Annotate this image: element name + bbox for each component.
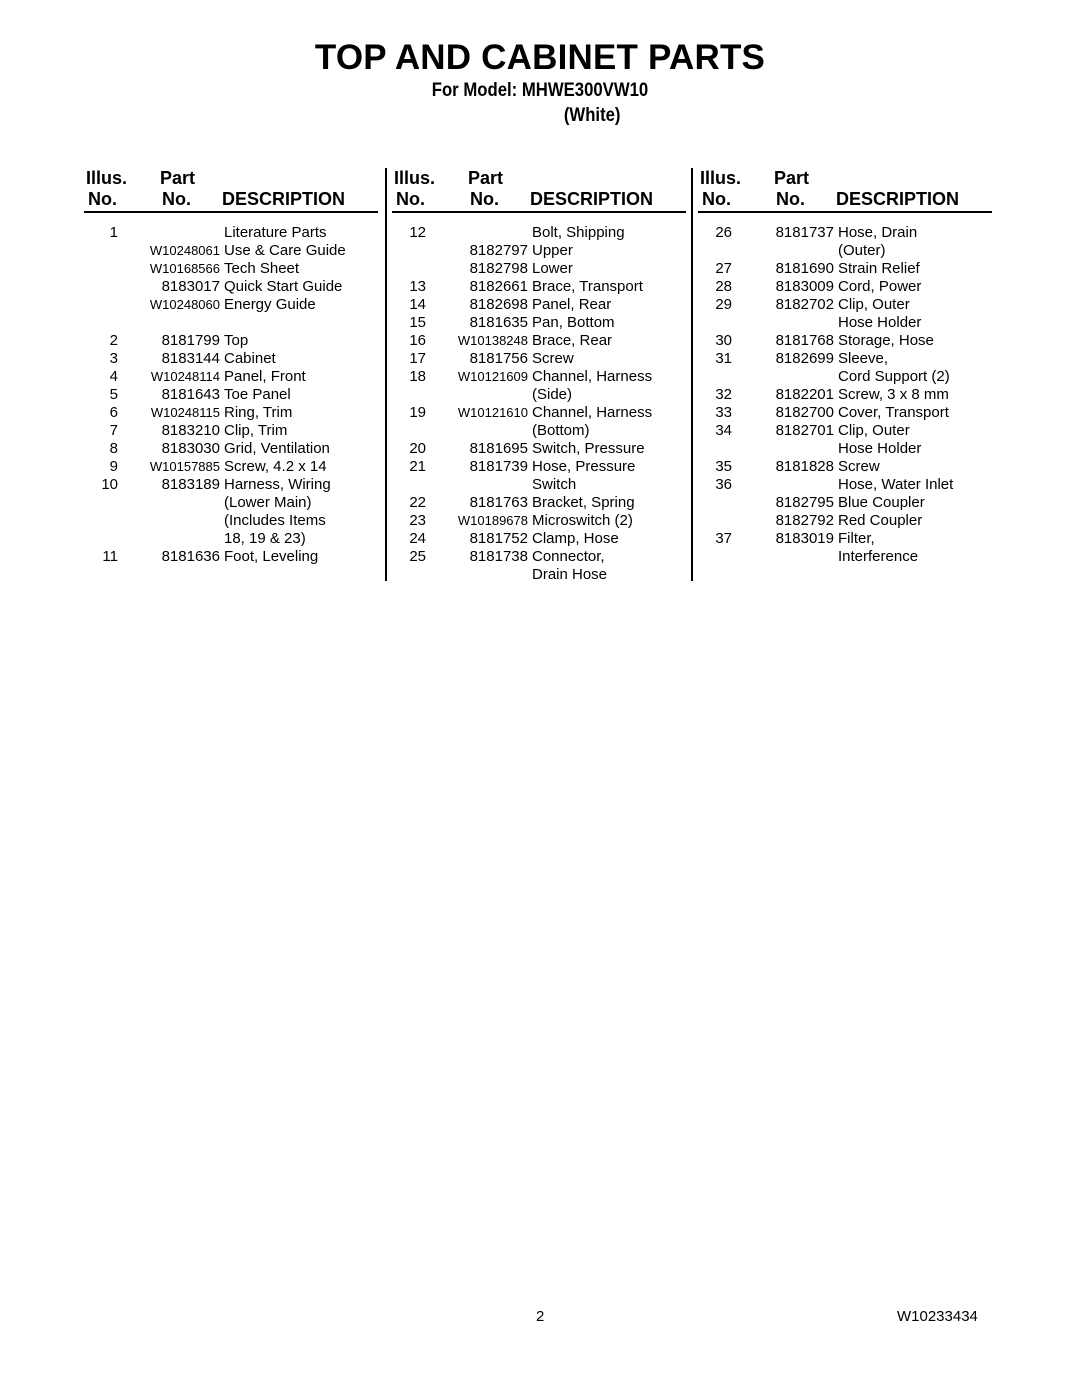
parts-row: [700, 494, 1000, 512]
part-number: 8182698: [469, 296, 528, 313]
part-description: Grid, Ventilation: [224, 440, 330, 457]
part-number: 8182701: [775, 422, 834, 439]
parts-row: [86, 512, 386, 530]
illus-number: 34: [715, 422, 732, 439]
part-number: 8183030: [161, 440, 220, 457]
illus-number: 12: [409, 224, 426, 241]
illus-number: 14: [409, 296, 426, 313]
page-title: TOP AND CABINET PARTS: [314, 38, 766, 77]
part-number: 8183189: [161, 476, 220, 493]
part-number: 8183019: [775, 530, 834, 547]
part-number: 8182702: [775, 296, 834, 313]
part-description: Quick Start Guide: [224, 278, 343, 295]
parts-row: [394, 386, 694, 404]
part-number: 8183144: [161, 350, 220, 367]
parts-row: [86, 458, 386, 476]
part-number: W10121610: [457, 405, 528, 420]
part-number: 8182699: [775, 350, 834, 367]
part-description: Foot, Leveling: [224, 548, 319, 565]
parts-row: [700, 386, 1000, 404]
part-number: 8181690: [775, 260, 834, 277]
parts-row: [394, 242, 694, 260]
header-illus: Illus.: [700, 168, 742, 188]
column-header: [700, 168, 1000, 212]
part-description: Interference: [838, 548, 919, 565]
part-number: 8181636: [161, 548, 220, 565]
parts-row: [394, 512, 694, 530]
parts-row: [700, 476, 1000, 494]
part-number: W10168566: [149, 261, 220, 276]
parts-row: [394, 350, 694, 368]
illus-number: 15: [409, 314, 426, 331]
parts-row: [86, 494, 386, 512]
part-description: Cover, Transport: [838, 404, 949, 421]
part-description: Screw, 3 x 8 mm: [838, 386, 949, 403]
header-part: Part: [468, 168, 504, 188]
illus-number: 5: [109, 386, 118, 403]
part-number: 8183017: [161, 278, 220, 295]
part-description: Red Coupler: [838, 512, 923, 529]
part-description: Clip, Outer: [838, 422, 910, 439]
illus-number: 22: [409, 494, 426, 511]
parts-row: [394, 530, 694, 548]
part-number: 8181752: [469, 530, 528, 547]
part-description: Hose, Water Inlet: [838, 476, 954, 493]
parts-row: [394, 368, 694, 386]
part-description: Pan, Bottom: [532, 314, 615, 331]
parts-row: [86, 350, 386, 368]
part-description: (Side): [532, 386, 573, 403]
parts-row: [700, 260, 1000, 278]
header-illus-no: No.: [702, 189, 731, 209]
column-header: [86, 168, 386, 212]
column-header: [394, 168, 694, 212]
part-description: Hose, Drain: [838, 224, 918, 241]
part-description: (Includes Items: [224, 512, 326, 529]
parts-row: [700, 224, 1000, 242]
parts-row: [700, 404, 1000, 422]
parts-row: [394, 296, 694, 314]
part-description: Switch, Pressure: [532, 440, 645, 457]
part-number: 8181763: [469, 494, 528, 511]
color-line: (White): [563, 105, 621, 126]
parts-row: [394, 332, 694, 350]
part-number: 8182792: [775, 512, 834, 529]
illus-number: 10: [101, 476, 118, 493]
illus-number: 18: [409, 368, 426, 385]
row-spacer: [86, 314, 386, 332]
parts-column-1: [86, 168, 386, 565]
part-description: Use & Care Guide: [224, 242, 346, 259]
part-description: Hose Holder: [838, 440, 922, 457]
illus-number: 36: [715, 476, 732, 493]
parts-row: [700, 242, 1000, 260]
parts-column-2: [394, 168, 694, 583]
illus-number: 2: [109, 332, 118, 349]
part-description: Clip, Trim: [224, 422, 288, 439]
parts-row: [86, 548, 386, 566]
part-description: Ring, Trim: [224, 404, 293, 421]
part-description: Hose Holder: [838, 314, 922, 331]
part-number: 8182661: [469, 278, 528, 295]
parts-row: [394, 422, 694, 440]
part-number: 8181695: [469, 440, 528, 457]
part-description: Clip, Outer: [838, 296, 910, 313]
part-description: Top: [224, 332, 249, 349]
illus-number: 21: [409, 458, 426, 475]
header-part-no: No.: [776, 189, 805, 209]
parts-row: [86, 530, 386, 548]
parts-row: [394, 260, 694, 278]
parts-row: [394, 494, 694, 512]
part-description: Connector,: [532, 548, 605, 565]
part-number: W10189678: [457, 513, 528, 528]
parts-row: [86, 278, 386, 296]
part-number: 8181828: [775, 458, 834, 475]
illus-number: 33: [715, 404, 732, 421]
parts-row: [700, 332, 1000, 350]
part-number: 8181799: [161, 332, 220, 349]
parts-row: [700, 350, 1000, 368]
header-part-no: No.: [162, 189, 191, 209]
illus-number: 16: [409, 332, 426, 349]
parts-row: [86, 368, 386, 386]
header-illus: Illus.: [394, 168, 436, 188]
parts-row: [86, 242, 386, 260]
illus-number: 28: [715, 278, 732, 295]
part-number: W10248061: [149, 243, 220, 258]
header-rule: [84, 211, 378, 213]
parts-row: [700, 422, 1000, 440]
header-illus: Illus.: [86, 168, 128, 188]
parts-row: [394, 440, 694, 458]
illus-number: 1: [109, 224, 118, 241]
part-description: Brace, Rear: [532, 332, 613, 349]
parts-row: [394, 224, 694, 242]
illus-number: 29: [715, 296, 732, 313]
illus-number: 6: [109, 404, 118, 421]
part-description: Channel, Harness: [532, 368, 653, 385]
illus-number: 3: [109, 350, 118, 367]
part-description: Panel, Front: [224, 368, 306, 385]
parts-row: [700, 548, 1000, 566]
part-number: 8181643: [161, 386, 220, 403]
part-number: 8183009: [775, 278, 834, 295]
header-part: Part: [774, 168, 810, 188]
parts-rows: [394, 224, 694, 584]
header-illus-no: No.: [88, 189, 117, 209]
illus-number: 26: [715, 224, 732, 241]
illus-number: 20: [409, 440, 426, 457]
header-description: DESCRIPTION: [530, 189, 654, 209]
parts-row: [394, 278, 694, 296]
illus-number: 24: [409, 530, 426, 547]
parts-row: [394, 548, 694, 566]
header-illus-no: No.: [396, 189, 425, 209]
part-description: Bolt, Shipping: [532, 224, 625, 241]
part-number: 8182797: [469, 242, 528, 259]
parts-rows: [86, 224, 386, 566]
parts-row: [700, 278, 1000, 296]
header-part-no: No.: [470, 189, 499, 209]
illus-number: 19: [409, 404, 426, 421]
part-description: Screw: [838, 458, 880, 475]
part-description: Switch: [532, 476, 577, 493]
part-description: Lower: [532, 260, 573, 277]
part-description: Sleeve,: [838, 350, 889, 367]
parts-row: [86, 404, 386, 422]
document-number: W10233434: [897, 1308, 978, 1325]
part-number: W10157885: [149, 459, 220, 474]
parts-row: [86, 332, 386, 350]
part-description: Drain Hose: [532, 566, 608, 583]
part-description: Hose, Pressure: [532, 458, 636, 475]
part-number: 8182795: [775, 494, 834, 511]
part-description: Tech Sheet: [224, 260, 300, 277]
part-number: 8182700: [775, 404, 834, 421]
part-number: 8182201: [775, 386, 834, 403]
parts-row: [700, 458, 1000, 476]
part-description: Screw: [532, 350, 574, 367]
page-number: 2: [536, 1308, 545, 1325]
illus-number: 30: [715, 332, 732, 349]
part-description: Filter,: [838, 530, 875, 547]
illus-number: 37: [715, 530, 732, 547]
part-description: Microswitch (2): [532, 512, 633, 529]
illus-number: 11: [102, 548, 118, 565]
parts-row: [86, 422, 386, 440]
illus-number: 23: [409, 512, 426, 529]
part-description: Cord Support (2): [838, 368, 950, 385]
illus-number: 27: [715, 260, 732, 277]
part-description: Bracket, Spring: [532, 494, 635, 511]
part-number: 8181768: [775, 332, 834, 349]
parts-row: [700, 368, 1000, 386]
parts-row: [86, 440, 386, 458]
part-description: Channel, Harness: [532, 404, 653, 421]
parts-row: [700, 512, 1000, 530]
illus-number: 13: [409, 278, 426, 295]
part-number: 8181738: [469, 548, 528, 565]
illus-number: 4: [109, 368, 118, 385]
parts-row: [86, 476, 386, 494]
part-description: Brace, Transport: [532, 278, 643, 295]
part-description: Harness, Wiring: [224, 476, 331, 493]
parts-row: [700, 314, 1000, 332]
part-description: Cabinet: [224, 350, 276, 367]
part-description: Energy Guide: [224, 296, 316, 313]
part-description: Panel, Rear: [532, 296, 612, 313]
parts-column-3: [700, 168, 1000, 565]
parts-row: [86, 260, 386, 278]
parts-row: [394, 458, 694, 476]
part-description: Clamp, Hose: [532, 530, 619, 547]
part-description: Blue Coupler: [838, 494, 925, 511]
part-number: 8181739: [469, 458, 528, 475]
part-description: 18, 19 & 23): [224, 530, 306, 547]
parts-rows: [700, 224, 1000, 566]
part-description: Literature Parts: [224, 224, 327, 241]
parts-row: [86, 296, 386, 314]
part-description: (Bottom): [532, 422, 590, 439]
parts-row: [394, 314, 694, 332]
header-description: DESCRIPTION: [222, 189, 346, 209]
parts-row: [700, 440, 1000, 458]
part-number: 8181635: [469, 314, 528, 331]
illus-number: 35: [715, 458, 732, 475]
parts-row: [394, 404, 694, 422]
part-description: Storage, Hose: [838, 332, 934, 349]
part-number: W10248114: [150, 369, 220, 384]
illus-number: 32: [715, 386, 732, 403]
illus-number: 25: [409, 548, 426, 565]
parts-row: [86, 386, 386, 404]
part-description: (Outer): [838, 242, 886, 259]
part-number: 8183210: [161, 422, 220, 439]
column-divider: [385, 168, 387, 581]
part-number: W10138248: [457, 333, 528, 348]
header-rule: [392, 211, 686, 213]
illus-number: 7: [109, 422, 118, 439]
part-description: Screw, 4.2 x 14: [224, 458, 327, 475]
part-description: Strain Relief: [838, 260, 920, 277]
illus-number: 17: [409, 350, 426, 367]
header-description: DESCRIPTION: [836, 189, 960, 209]
part-number: W10121609: [457, 369, 528, 384]
parts-row: [394, 476, 694, 494]
parts-row: [700, 296, 1000, 314]
part-number: W10248060: [149, 297, 220, 312]
column-divider: [691, 168, 693, 581]
part-number: 8181756: [469, 350, 528, 367]
part-number: W10248115: [150, 405, 220, 420]
part-description: Cord, Power: [838, 278, 922, 295]
part-description: (Lower Main): [224, 494, 312, 511]
part-number: 8182798: [469, 260, 528, 277]
parts-row: [86, 224, 386, 242]
illus-number: 8: [109, 440, 118, 457]
parts-row: [700, 530, 1000, 548]
illus-number: 9: [109, 458, 118, 475]
part-description: Toe Panel: [224, 386, 291, 403]
parts-row: [394, 566, 694, 584]
part-number: 8181737: [775, 224, 834, 241]
illus-number: 31: [715, 350, 732, 367]
part-description: Upper: [532, 242, 573, 259]
header-rule: [698, 211, 992, 213]
model-line: For Model: MHWE300VW10: [431, 80, 649, 101]
header-part: Part: [160, 168, 196, 188]
